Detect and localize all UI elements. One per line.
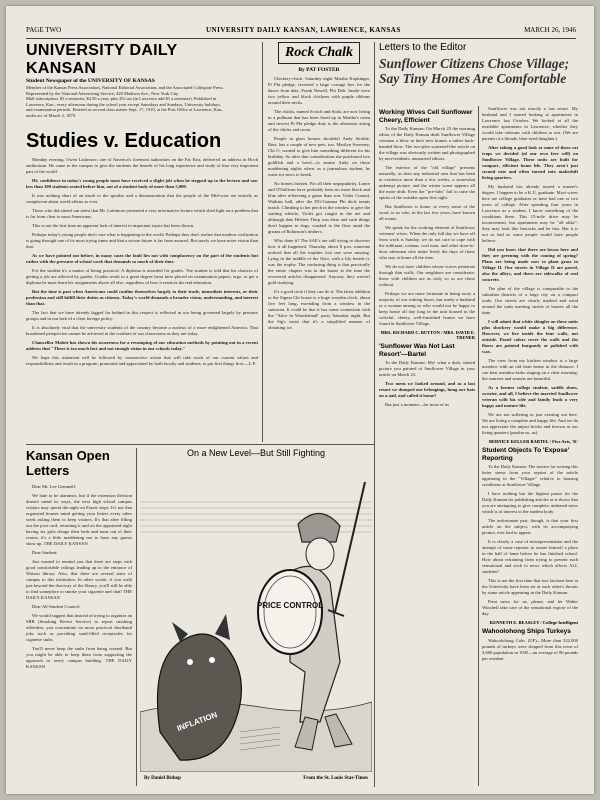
- letter-body: [379, 126, 475, 327]
- letters-heading: Letters to the Editor: [379, 42, 467, 53]
- open-letter-paragraph: Dear Mr. Lee Gemmell:: [32, 484, 77, 489]
- rock-chalk-paragraph: No homes broken. For all their unpopularity, Lance and O'Sullivan have probably been no more black and blue after refereeing a game than was Violet Conard, Watkins hall, after the DG-Gamma Phi deck tennis match. Climbing to her perch in the window to give the starting whistle, Violet got caught in the net and although date Herbert Thirp was there and such things don't happen to dogs, crashed to the floor amid the groans of Robinson's timbers.: [268, 181, 370, 234]
- letter-paragraph: The view from my kitchen window is a large meadow with an old farm house in the distance. I can hear meadow-larks singing on a clear morning; the sunrises and sunsets are beautiful.: [482, 358, 578, 381]
- rock-chalk-byline: By PAT FOSTER: [298, 67, 340, 73]
- letter-body: [482, 638, 578, 662]
- letter-subhead: Wahoolohong Ships Turkeys: [482, 628, 571, 635]
- editorial-body: [26, 157, 258, 367]
- letters-column-2: [482, 106, 578, 788]
- letter-subhead: Working Wives Cell Sunflower Cheery, Efficient: [379, 109, 473, 124]
- letters-header: [379, 42, 579, 102]
- open-letters-title: Kansan Open Letters: [26, 448, 110, 478]
- editorial-paragraph: Hi: confidence in today's young people must have received a slight jolt when he stepped up to the lectern and saw less than 300 students seated before him, out of a student body of more than 5,000.: [26, 178, 258, 189]
- letters-column-1: [379, 106, 475, 436]
- folio-line: [26, 26, 576, 39]
- editorial-paragraph: We hope this statement will be followed by constructive action that will take stock of our current values and responsibilities and result in a program, promoted and appreciated by both faculty and students, to put first things first.—L.P.: [26, 355, 258, 366]
- editorial-paragraph: This is not the first time an apparent lack of interest in important topics has been shown.: [32, 223, 195, 228]
- letter-signature: MRS. RICHARD C. BUTTON / MRS. DAVID E. TRENER: [380, 330, 475, 340]
- section-rule: [26, 444, 374, 445]
- letter-paragraph: But just a moment—for most of us: [385, 402, 450, 407]
- rock-chalk-title: Rock Chalk: [278, 42, 360, 64]
- rock-chalk-paragraph: Who done it? The SAE's are still trying to discover how it all happened. Thursday about 8 p.m. someone noticed that all the trophies lost one were missing. Lying in the middle of the floor, with a lily beside it, was the trophy. The confusing thing is that practically the entire chapter was in the house at the time the recovered articles disappeared. Anyway, they weren't gold studying.: [268, 238, 370, 285]
- page-label: PAGE TWO: [26, 26, 62, 34]
- cartoon-title: On a New Level—But Still Fighting: [186, 448, 326, 458]
- editorial: [26, 124, 258, 442]
- letter-paragraph: The unfortunate part, though, is that your first article on the subject, with its accompanying picture, ever had to appear.: [482, 518, 578, 535]
- letter-paragraph: To the Daily Kansan: The motive for writing this letter stems from your reprint of the article appearing in the "Villager" relative to housing conditions at Sunflower Village.: [482, 464, 578, 487]
- editorial-paragraph: As we have pointed out before, in many cases the fault lies not with complacency on the part of the students but rather with the pressure of school work that demands so much of their time.: [26, 253, 258, 264]
- letters-headline: Sunflower Citizens Chose Village; Say Tiny Homes Are Comfortable: [379, 56, 570, 86]
- letter-paragraph: To the Daily Kansan: My! what a drab, stinted picture you painted of Sunflower Village in your article on March 23.: [379, 360, 475, 377]
- letter-paragraph: The exterior of the "old village" presents naturally, as does any industrial area that has been in existence more than a few weeks, a somewhat unkempt picture, and the winter scene appears all the more drab. Even the "pre-fabs" fail to raise the spirits of the outsider upon first sight.: [379, 165, 475, 200]
- open-letter-paragraph: Dear All-Student Council:: [32, 604, 81, 609]
- letter-body: [482, 106, 578, 436]
- letter-paragraph: I will admit that white shingles on these units plus shockery would make a big difference. However, we live inside the four walls, not outside. Pastel colors cover the walls and the floors are painted burgundy or polished with wax.: [482, 319, 578, 354]
- letter-subhead: 'Sunflower Was Not Last Resort'—Bartel: [379, 343, 455, 358]
- masthead-membership: Member of the Kansas Press Association, National Editorial Association, and the Associated Collegiate Press. Represented by the National Advertising Service, 420 Madison Ave., New York City.: [26, 85, 224, 96]
- open-letter-paragraph: Dear Student:: [32, 550, 58, 555]
- letter-paragraph: We do not have children whose voices penetrate through thin walls. Our neighbors are considerate; those with children are as truly so as are those without.: [379, 264, 475, 287]
- letter-paragraph: We are not suffering or just existing out here. We are living a complete and happy life. And we do not appreciate the unjust bricks and thrown at our living quarters (pardon us, us).: [482, 412, 578, 435]
- letter-paragraph: My husband has already toured a master's degree. I happen to be a K.U. graduate. Most wives here are college graduates or have had one or two years of college. After spending four years in Lawrence as a student, I know something of the conditions there. This 15-mile drive may be inconvenient, but apartments may be "all alike"; they may look like barracks and be tiny. But it is not as bad as some people would have people believe.: [482, 184, 578, 243]
- paper-name-line: UNIVERSITY DAILY KANSAN, LAWRENCE, KANSAS: [206, 26, 401, 34]
- cartoon: [140, 448, 372, 788]
- editorial-paragraph: It is absolutely vital that the university students of the country become a nucleus of a more enlightened America. That broadened perspective cannot be achieved in the confines of our classrooms as they are today.: [26, 325, 258, 336]
- masthead-title: UNIVERSITY DAILY KANSAN: [26, 42, 178, 77]
- editorial-paragraph: Those who did attend can attest that Mr. Lattimore presented a very informative lecture which shed light on a problem that is far from clear to most Americans.: [26, 208, 258, 219]
- newspaper-page: [6, 6, 594, 794]
- open-letters: [26, 448, 132, 788]
- editorial-paragraph: But the time is past when Americans could confine themselves largely to their trade, immediate interests, or their profession and still fulfill their duties as citizens. Today's world demands a broader vision, understanding, and interest than that.: [26, 289, 258, 306]
- editorial-paragraph: It was nothing short of an insult to the speaker and a demonstration that the people of the Mid-west are entirely as complacent about world affairs as ever.: [26, 193, 258, 204]
- cartoon-drawing: [140, 462, 372, 772]
- letter-paragraph: It is clearly a case of misrepresentation and the attempt of some reporter to assure himself a place in the hall of fame before he has finished school. How about refraining from trying to present such sensational and stick to news which affects ALL students?: [482, 539, 578, 574]
- open-letter-paragraph: We would suggest that instead of trying to organize an SBB (Smoking Revert Service) to report smoking offenders, you concentrate on more practical shorthand jobs such as providing sand-filled receptacles for cigarette stubs.: [26, 613, 132, 642]
- masthead-subscription: Mail subscription, $3 a semester, $4.50 a year, plus 2% tax (in Lawrence add $1 a semester). Published in Lawrence, Kan., every afternoon during the school year except Saturdays and Sundays, University holidays, and examination periods. Entered as second class matter Sept. 17, 1910, at the Post Office at Lawrence, Kan., under act of March 3, 1879.: [26, 96, 224, 118]
- letter-signature: BERNICE KELLER BARTEL / Five Arts, 'K': [489, 439, 578, 444]
- letter-paragraph: I have nothing but the highest praise for the Daily Kansan for publishing articles as it shows that you are attempting to give complete, unbiased news which is of interest to the student body.: [482, 491, 578, 514]
- letter-body: [379, 360, 475, 408]
- cartoon-credit-source: From the St. Louis Star-Times: [303, 776, 368, 781]
- inflation-label: INFLATION: [175, 710, 219, 734]
- open-letter-paragraph: We hate to be alarmists, but if the extension division doesn't mend its ways, the next high school campus visitors may spend the night on Frazer steps. It's not that organized houses mind getting your letters every other week asking them to keep visitors. It's that after filling out the post card, returning it and on the appointed night having six girls charge their beds and none out of their rooms, it's a little maddening not to have any guests show up. THE DAILY KANSAN: [26, 493, 132, 546]
- editorial-paragraph: Monday evening, Owen Lattimore, one of America's foremost authorities on the Far East, delivered an address in Hoch auditorium. He came to the campus to give the students the benefit of his long experience and study of that very important part of the world.: [26, 157, 258, 174]
- issue-date: MARCH 26, 1946: [524, 26, 576, 34]
- letter-body: [482, 464, 578, 617]
- column-rule: [262, 42, 263, 442]
- rock-chalk-paragraph: People in glass houses shouldn't Andy Strohle, Beta, has a couple of new pets, too. Marilyn Sweeney, Chi O, wanted to give him something different for his birthday. So after due consideration she purchased two goldfish and a bowl—to amuse Andy on those maddening nights when, as a journalism student, he waits for news to break.: [268, 136, 370, 177]
- letter-subhead: Student Objects To 'Expose' Reporting: [482, 447, 570, 462]
- letter-paragraph: But Sunflower is home, to every sense of the word, to us who, in the last few years, have known all rooms.: [379, 204, 475, 221]
- letter-signature: KENNETH E. BEASLEY / College Intelligent: [489, 620, 578, 625]
- shield-icon: [258, 570, 322, 654]
- masthead: [26, 42, 226, 118]
- rock-chalk-column: [268, 42, 370, 442]
- editorial-paragraph: Chancellor Malott has shown his awareness for a revamping of our education methods by pointing out in a recent address that "There is too much fact and not enough vision in our schools today.": [26, 340, 258, 351]
- masthead-subtitle: Student Newspaper of the UNIVERSITY OF KANSAS: [26, 78, 155, 84]
- column-rule: [136, 448, 137, 786]
- rock-chalk-paragraph: It's a good trick if they can do it. The latest addition to the Sigma Chi house is a huge wooden clock, about five feet long, extending from a window in the sunroom. It could be that it has some connection with the "Alice in Wonderland" party Saturday night. But the Sig's insist that it's a simplified manner of obtaining ice.: [268, 289, 370, 330]
- rock-chalk-body: [268, 76, 370, 331]
- rock-chalk-paragraph: The chicks, named Scotch and Soda, are now living in a pullman that has been fixed up in Martha's room and newest Pi Phi pledge duty is the afternoon airing of the chicks and room.: [268, 109, 370, 132]
- cartoon-credit-artist: By Daniel Bishop: [144, 776, 181, 781]
- letter-paragraph: This is not the first time that two factions here at the University have been set at each other's throats by some article appearing in the Daily Kansan.: [482, 578, 578, 595]
- column-rule: [478, 106, 479, 786]
- letter-paragraph: The plan of the village is comparable to the suburban districts of a large city on a compact scale. Our streets are clearly marked and wind around the units meeting streets of houses all the time.: [482, 286, 578, 315]
- editorial-paragraph: The fact that we have already lagged far behind in this respect is reflected in our being governed largely by pressure groups and in our lack of a clear foreign policy.: [26, 310, 258, 321]
- editorial-paragraph: Perhaps today's young people don't care what is happening in the world. Perhaps they don't realize that modern civilization is going through one of its most trying times and that a secure future is far from assured. But surely we have more vision than that.: [26, 232, 258, 249]
- open-letters-body: [26, 484, 132, 670]
- letter-paragraph: As a former college student, saddle shoes, sweater, and all, I believe the married Sunflower veteran with his wife and family leads a very happy and mature life.: [482, 385, 578, 408]
- letter-paragraph: Perhaps we are more fortunate in being away a majority of our waking hours, but surely a husband or a woman among us who would not be happy to keep house all day long in the unit housed in the colorful, cheery, well-furnished homes we have found in Sunflower Village.: [379, 291, 475, 326]
- open-letter-paragraph: You'll never keep the stubs from being created. But you might be able to keep them from supporting the approach to every campus building. THE DAILY KANSAN: [26, 646, 132, 669]
- letter-paragraph: After taking a good look at some of those rat traps we decided (of our own free will) on Sunflower Village. These units are built for compact, efficient home life. They aren't just second rate and often turned into makeshift living quarters.: [482, 145, 578, 180]
- letter-paragraph: To the Daily Kansan: On March 23 the morning editor of the Daily Kansan dealt Sunflower Village veterans a blow in their new homes a rather back-handed blow. The two-plex scattered-like article on the village was obviously written and photographed by non-residents, unmarried editors.: [379, 126, 475, 161]
- editorial-paragraph: For the student it's a matter of being practical. A diploma is awarded for grades. The student is told that his chances of getting a job are affected by grades. Grades result to a great degree from facts placed on examination papers; ergo, to get a diploma he must learn his assignments above all else, regardless of how it restricts his real education.: [26, 268, 258, 285]
- letter-paragraph: Wahoolohong Coln. (UP)—More than 322,000 pounds of turkeys were shipped from this town of 3,600 population in 1945—an average of 86 pounds per resident.: [482, 637, 578, 661]
- shield-text: PRICE CONTROL: [256, 601, 324, 610]
- letter-paragraph: We speak for the working element of Sunflower veterans' wives. When the only full day we have off from work is Sunday, we do not care to cope with the milkman, iceman, coal man, and other door-to-door salesmen who make lively the days of those who stay at home all the time.: [379, 225, 475, 260]
- editorial-title: Studies v. Education: [26, 130, 222, 152]
- rock-chalk-paragraph: Chickery-chick. Saturday night Martha Kophinger, Pi Phi pledge, received a large corsage box for the dance from date, Frank Newell, Phi Delt. Inside were two yellow and black chickens with purple ribbons around their necks.: [268, 76, 370, 105]
- letter-paragraph: Sunflower was not exactly a last resort. My husband and I started looking at apartments in Lawrence last October. We looked at all the available apartments in Lawrence, whether they would take veterans with children or not. (We are parents of a blonde, blue-eyed daughter.): [482, 106, 578, 141]
- column-rule: [374, 42, 375, 787]
- letter-paragraph: Print news for us, please, and let Walter Winchell take care of the sensational expose of the day.: [482, 599, 578, 616]
- letter-paragraph: Did you know that there are lawns here and they are greening with the coming of spring? Plans are being made now to plant grass in Village II. Our streets in Village II are paved, also the alleys, and there are sidewalks of real concrete.: [482, 247, 578, 282]
- open-letter-paragraph: Just wanted to remind you that there are steps with good comfortable railings leading up to the entrance of Watson library. Also, that there are several arms of campus to this institution. In other words, if you walk just beyond the doorway of the library, you'll still be able to find someplace to smoke your cigarette and chat! THE DAILY KANSAN: [26, 559, 132, 600]
- letter-paragraph: Two mens we looked around, and as a last resort we dumped our belongings, hung our hats on a nail, and called it home?: [379, 381, 475, 398]
